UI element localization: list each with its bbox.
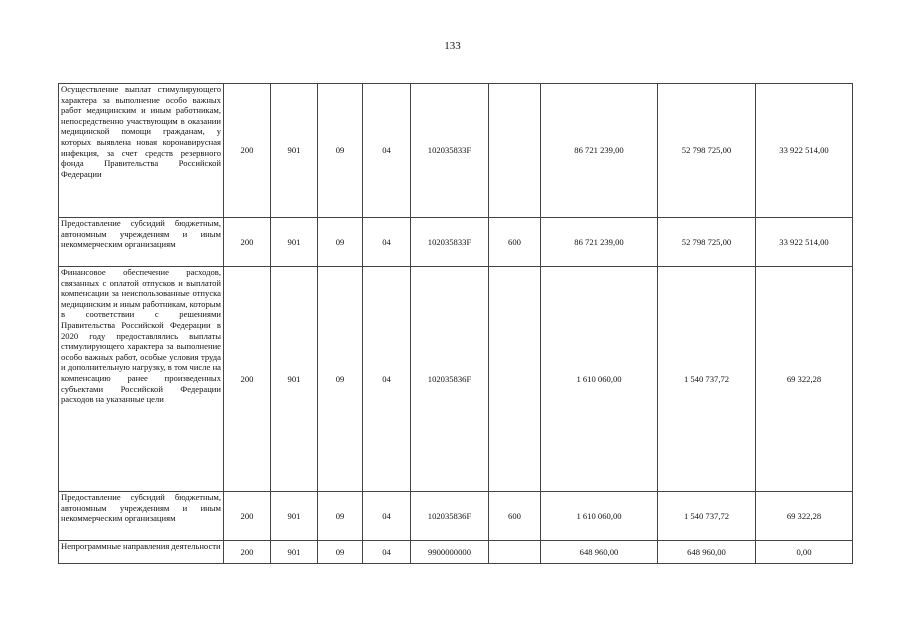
cell-amount3: 33 922 514,00 [756, 84, 853, 218]
cell-code1: 200 [224, 267, 271, 492]
table-row [59, 218, 853, 267]
cell-amount3: 69 322,28 [756, 492, 853, 541]
cell-expense-type [489, 541, 541, 564]
cell-subsection: 04 [363, 492, 411, 541]
table-row [59, 492, 853, 541]
cell-code1: 200 [224, 218, 271, 267]
cell-code2: 901 [271, 492, 318, 541]
cell-code2: 901 [271, 541, 318, 564]
cell-amount3: 69 322,28 [756, 267, 853, 492]
cell-code1: 200 [224, 492, 271, 541]
cell-amount2: 52 798 725,00 [658, 84, 756, 218]
cell-amount2: 1 540 737,72 [658, 267, 756, 492]
cell-amount2: 648 960,00 [658, 541, 756, 564]
cell-code1: 200 [224, 84, 271, 218]
cell-amount1: 648 960,00 [541, 541, 658, 564]
cell-code2: 901 [271, 84, 318, 218]
cell-amount3: 0,00 [756, 541, 853, 564]
table-row [59, 541, 853, 564]
cell-amount1: 1 610 060,00 [541, 267, 658, 492]
cell-code2: 901 [271, 218, 318, 267]
row-description: Предоставление субсидий бюджетным, автономным учреждениям и иным некоммерческим организациям [59, 492, 224, 541]
cell-amount3: 33 922 514,00 [756, 218, 853, 267]
cell-subsection: 04 [363, 84, 411, 218]
cell-amount1: 86 721 239,00 [541, 218, 658, 267]
cell-amount1: 1 610 060,00 [541, 492, 658, 541]
cell-section: 09 [318, 218, 363, 267]
cell-target: 102035833F [411, 84, 489, 218]
budget-table [58, 83, 853, 564]
cell-expense-type [489, 84, 541, 218]
cell-subsection: 04 [363, 267, 411, 492]
cell-target: 9900000000 [411, 541, 489, 564]
row-description: Финансовое обеспечение расходов, связанных с оплатой отпусков и выплатой компенсации за неиспользованные отпуска медицинским и иным работникам, которым в соответствии с решениями Правительства Российской Федерации в 2020 году предоставлялись выплаты стимулирующего характера за выполнение особо важных работ, особые условия труда и дополнительную нагрузку, в том числе на компенсацию ранее произведенных субъектами Российской Федерации расходов на указанные цели [59, 267, 224, 492]
cell-subsection: 04 [363, 218, 411, 267]
cell-target: 102035836F [411, 267, 489, 492]
cell-code2: 901 [271, 267, 318, 492]
cell-amount2: 52 798 725,00 [658, 218, 756, 267]
cell-amount2: 1 540 737,72 [658, 492, 756, 541]
page-number: 133 [444, 40, 461, 52]
cell-subsection: 04 [363, 541, 411, 564]
cell-target: 102035833F [411, 218, 489, 267]
cell-section: 09 [318, 541, 363, 564]
table-row [59, 267, 853, 492]
cell-section: 09 [318, 267, 363, 492]
cell-expense-type: 600 [489, 492, 541, 541]
cell-expense-type: 600 [489, 218, 541, 267]
row-description: Осуществление выплат стимулирующего характера за выполнение особо важных работ медицинским и иным работникам, непосредственно участвующим в оказании медицинской помощи гражданам, у которых выявлена новая коронавирусная инфекция, за счет средств резервного фонда Правительства Российской Федерации [59, 84, 224, 218]
row-description: Непрограммные направления деятельности [59, 541, 224, 564]
cell-code1: 200 [224, 541, 271, 564]
cell-amount1: 86 721 239,00 [541, 84, 658, 218]
cell-expense-type [489, 267, 541, 492]
row-description: Предоставление субсидий бюджетным, автономным учреждениям и иным некоммерческим организациям [59, 218, 224, 267]
cell-section: 09 [318, 492, 363, 541]
cell-target: 102035836F [411, 492, 489, 541]
cell-section: 09 [318, 84, 363, 218]
table-row [59, 84, 853, 218]
